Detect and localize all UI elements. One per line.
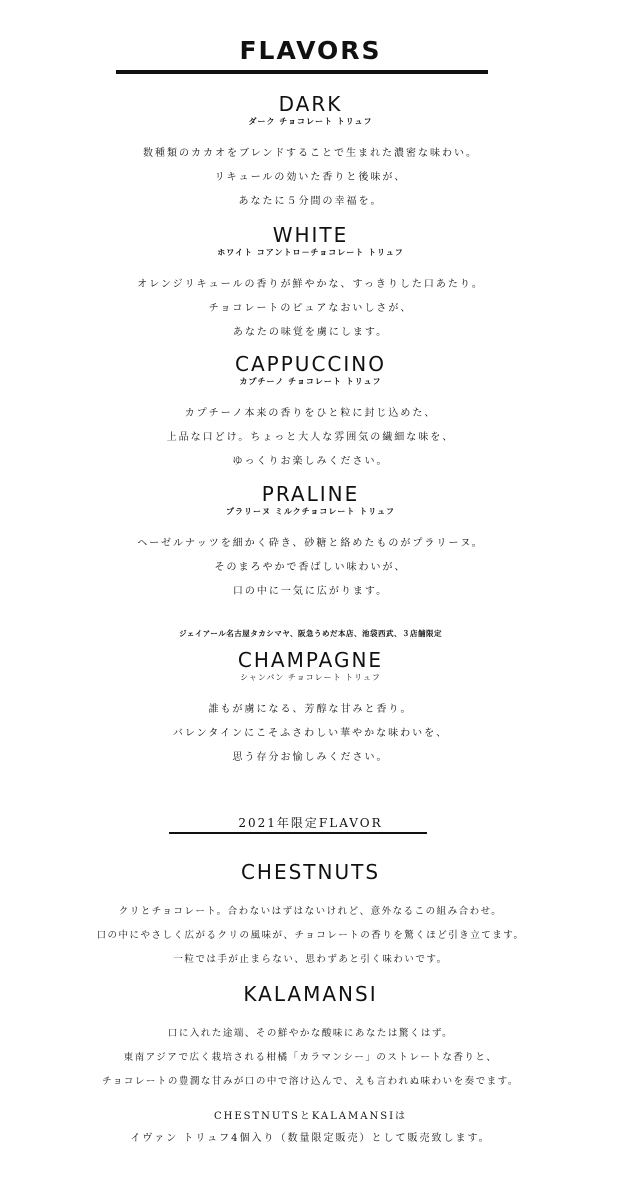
description-line: あなたに５分間の幸福を。 [238,196,383,207]
description-line: 思う存分お愉しみください。 [232,752,389,763]
description-line: チョコレートの豊潤な甘みが口の中で溶け込んで、えも言われぬ味わいを奏でます。 [102,1076,519,1087]
sales-note [0,1106,621,1150]
description-line: バレンタインにこそふさわしい華やかな味わいを、 [172,728,449,739]
store-limited-note: ジェイアール名古屋タカシマヤ、阪急うめだ本店、池袋西武、３店舗限定 [179,629,442,638]
flavor-description [0,698,621,770]
flavor-kalamansi [0,982,621,1094]
description-line: ヘーゼルナッツを細かく砕き、砂糖と絡めたものがプラリーヌ。 [137,538,484,549]
description-line: リキュールの効いた香りと後味が、 [214,172,407,183]
flavor-name: PRALINE [261,482,360,506]
flavor-name: CAPPUCCINO [235,352,386,376]
description-line: 一粒では手が止まらない、思わずあと引く味わいです。 [173,954,448,965]
flavor-name: CHESTNUTS [240,860,381,884]
description-line: ゆっくりお楽しみください。 [232,456,389,467]
flavor-description [0,142,621,214]
flavor-subtitle: シャンパン チョコレート トリュフ [240,673,381,682]
flavor-description [0,273,621,345]
description-line: 誰もが虜になる、芳醇な甘みと香り。 [208,704,413,715]
flavor-dark [0,92,621,214]
description-line: 口の中にやさしく広がるクリの風味が、チョコレートの香りを驚くほど引き立てます。 [96,930,525,941]
flavor-description [0,1022,621,1094]
description-line: 口に入れた途端、その鮮やかな酸味にあなたは驚くはず。 [167,1028,454,1039]
title-underline [116,70,488,74]
flavor-subtitle: ダーク チョコレート トリュフ [248,117,373,126]
description-line: 上品な口どけ。ちょっと大人な雰囲気の繊細な味を、 [166,432,455,443]
page-title: FLAVORS [239,36,382,65]
limited-section-underline [169,832,427,834]
description-line: そのまろやかで香ばしい味わいが、 [214,562,407,573]
flavor-chestnuts [0,860,621,972]
flavor-cappuccino [0,352,621,474]
flavor-subtitle: ホワイト コアントロ－チョコレート トリュフ [217,248,404,257]
description-line: チョコレートのピュアなおいしさが、 [208,303,413,314]
flavor-description [0,402,621,474]
description-line: カプチーノ本来の香りをひと粒に封じ込めた、 [184,408,437,419]
flavor-praline [0,482,621,604]
description-line: クリとチョコレート。合わないはずはないけれど、意外なるこの組み合わせ。 [118,906,503,917]
flavor-name: WHITE [272,223,349,247]
sales-note-line: イヴァン トリュフ4個入り（数量限定販売）として販売致します。 [130,1133,491,1144]
description-line: 数種類のカカオをブレンドすることで生まれた濃密な味わい。 [142,148,479,159]
description-line: オレンジリキュールの香りが鮮やかな、すっきりした口あたり。 [137,279,484,290]
flavor-name: DARK [278,92,343,116]
flavor-subtitle: プラリーヌ ミルクチョコレート トリュフ [226,507,395,516]
flavor-name: KALAMANSI [243,982,378,1006]
flavor-subtitle: カプチーノ チョコレート トリュフ [239,377,382,386]
flavor-description [0,900,621,972]
flavor-name: CHAMPAGNE [237,648,384,672]
flavor-champagne [0,648,621,770]
flavor-white [0,223,621,345]
flavor-description [0,532,621,604]
description-line: あなたの味覚を虜にします。 [232,327,389,338]
sales-note-line: CHESTNUTSとKALAMANSIは [213,1111,408,1122]
description-line: 口の中に一気に広がります。 [232,586,389,597]
limited-section-title: 2021年限定FLAVOR [238,816,383,830]
description-line: 東南アジアで広く栽培される柑橘「カラマンシー」のストレートな香りと、 [123,1052,498,1063]
